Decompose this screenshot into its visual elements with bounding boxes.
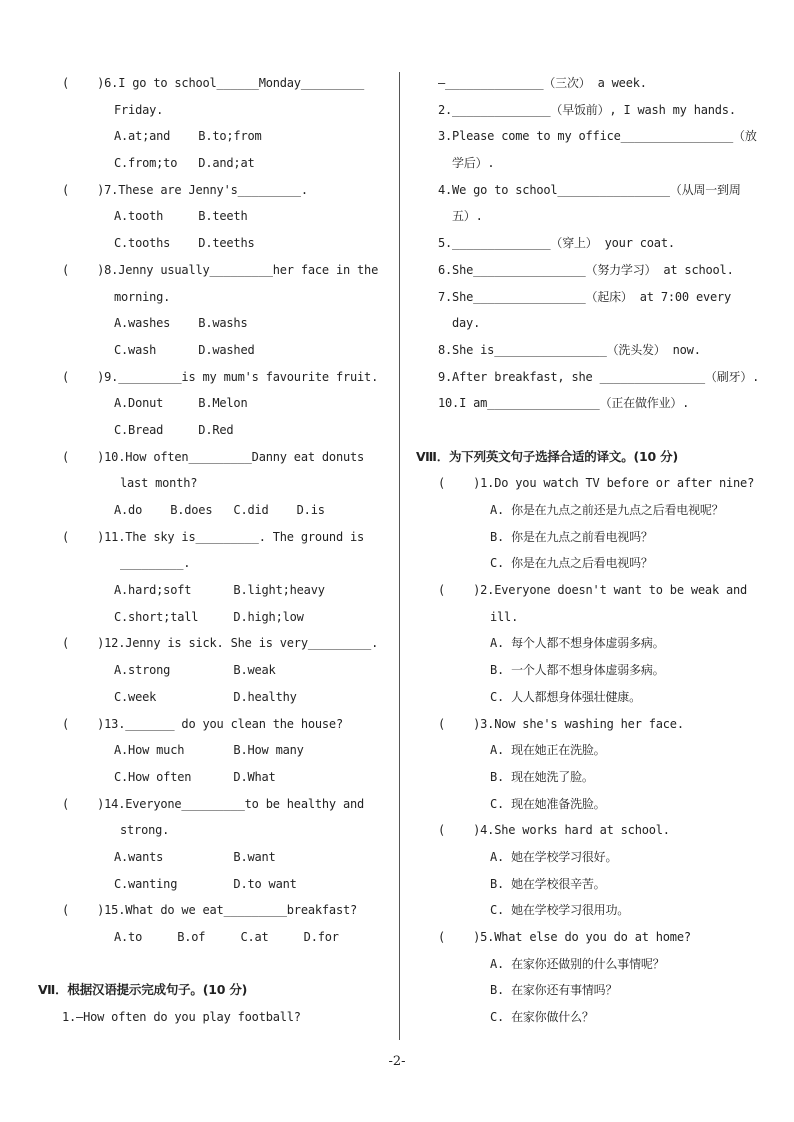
text-line: B. 在家你还有事情吗？ [490,983,618,998]
text-line: ( )4.She works hard at school. [438,823,670,838]
text-line: ( )11.The sky is_________. The ground is [62,529,365,544]
text-line: A. 在家你还做别的什么事情呢？ [490,956,665,971]
section-heading: Ⅷ．为下列英文句子选择合适的译文。(10 分) [416,448,678,464]
text-line: A.tooth B.teeth [114,209,248,224]
text-line: B. 一个人都不想身体虚弱多病。 [490,663,665,678]
text-line: 7.She________________（起床） at 7:00 every [438,289,732,304]
text-line: A.washes B.washs [114,316,248,331]
text-line: _________. [120,556,191,571]
text-line: B. 现在她洗了脸。 [490,769,594,784]
text-line: ( )5.What else do you do at home? [438,930,691,944]
text-line: A.wants B.want [114,849,276,864]
right-column [416,70,768,1031]
text-line: ( )12.Jenny is sick. She is very_________. [62,636,379,651]
text-line: morning. [114,289,171,304]
text-line: 学后）. [452,156,495,171]
text-line: A.to B.of C.at D.for [114,930,339,944]
column-divider [399,72,400,1040]
text-line: A.strong B.weak [114,663,276,678]
text-line: —______________（三次） a week. [438,76,647,90]
text-line: C.week D.healthy [114,689,297,704]
text-line: ( )9._________is my mum's favourite fruit. [62,369,379,384]
text-line: A. 她在学校学习很好。 [490,849,618,864]
text-line: C. 你是在九点之后看电视吗？ [490,556,653,571]
text-line: strong. [120,823,170,838]
text-line: C.How often D.What [114,769,276,784]
text-line: A.hard;soft B.light;heavy [114,583,325,598]
text-line: C.wanting D.to want [114,876,297,891]
text-line: ( )7.These are Jenny's_________. [62,182,308,197]
text-line: C. 人人都想身体强壮健康。 [490,689,641,704]
text-line: C. 在家你做什么？ [490,1010,594,1025]
left-column [38,70,382,1031]
text-line: ( )1.Do you watch TV before or after nine? [438,476,755,491]
text-line [438,417,768,444]
text-line: C.from;to D.and;at [114,156,255,171]
section-heading: Ⅶ．根据汉语提示完成句子。(10 分) [38,982,248,998]
text-line: 3.Please come to my office________________（放 [438,129,757,144]
text-line: 10.I am________________（正在做作业）. [438,396,690,411]
text-line: ( )2.Everyone doesn't want to be weak and [438,583,748,598]
text-line: 五）. [452,209,483,224]
text-line: ( )15.What do we eat_________breakfast? [62,903,358,918]
text-line: C. 现在她准备洗脸。 [490,796,606,811]
text-line: ( )3.Now she's washing her face. [438,716,684,731]
text-line: B. 她在学校很辛苦。 [490,876,606,891]
text-line: C.wash D.washed [114,342,255,357]
text-line: A.How much B.How many [114,743,304,758]
text-line: A.at;and B.to;from [114,129,262,144]
text-line: ( )6.I go to school______Monday_________ [62,76,365,90]
text-line: day. [452,316,481,331]
text-line: A.Donut B.Melon [114,396,248,411]
text-line: C.tooths D.teeths [114,236,255,251]
text-line: 4.We go to school________________（从周一到周 [438,182,741,197]
text-line: 1.—How often do you play football? [62,1010,301,1025]
text-line: 9.After breakfast, she _______________（刷牙）. [438,369,760,384]
text-line: last month? [120,476,198,491]
text-line: A. 现在她正在洗脸。 [490,743,606,758]
text-line: C. 她在学校学习很用功。 [490,903,630,918]
text-line: 8.She is________________（洗头发） now. [438,342,701,357]
text-line: ( )14.Everyone_________to be healthy and [62,796,365,811]
text-line: 5.______________（穿上） your coat. [438,236,675,251]
text-line: ( )8.Jenny usually_________her face in the [62,262,379,277]
text-line: A. 每个人都不想身体虚弱多病。 [490,636,665,651]
text-line: ( )13._______ do you clean the house? [62,716,343,731]
text-line: 6.She________________（努力学习） at school. [438,262,734,277]
text-line: C.short;tall D.high;low [114,609,304,624]
text-line [62,951,382,978]
text-line: A.do B.does C.did D.is [114,503,325,517]
text-line: 2.______________（早饭前）, I wash my hands. [438,102,736,117]
text-line: Friday. [114,102,164,117]
text-line: ill. [490,609,519,624]
page-number: -2- [388,1054,406,1069]
text-line: B. 你是在九点之前看电视吗？ [490,529,653,544]
text-line: ( )10.How often_________Danny eat donuts [62,449,365,464]
text-line: C.Bread D.Red [114,422,234,437]
text-line: A. 你是在九点之前还是九点之后看电视呢？ [490,503,724,517]
